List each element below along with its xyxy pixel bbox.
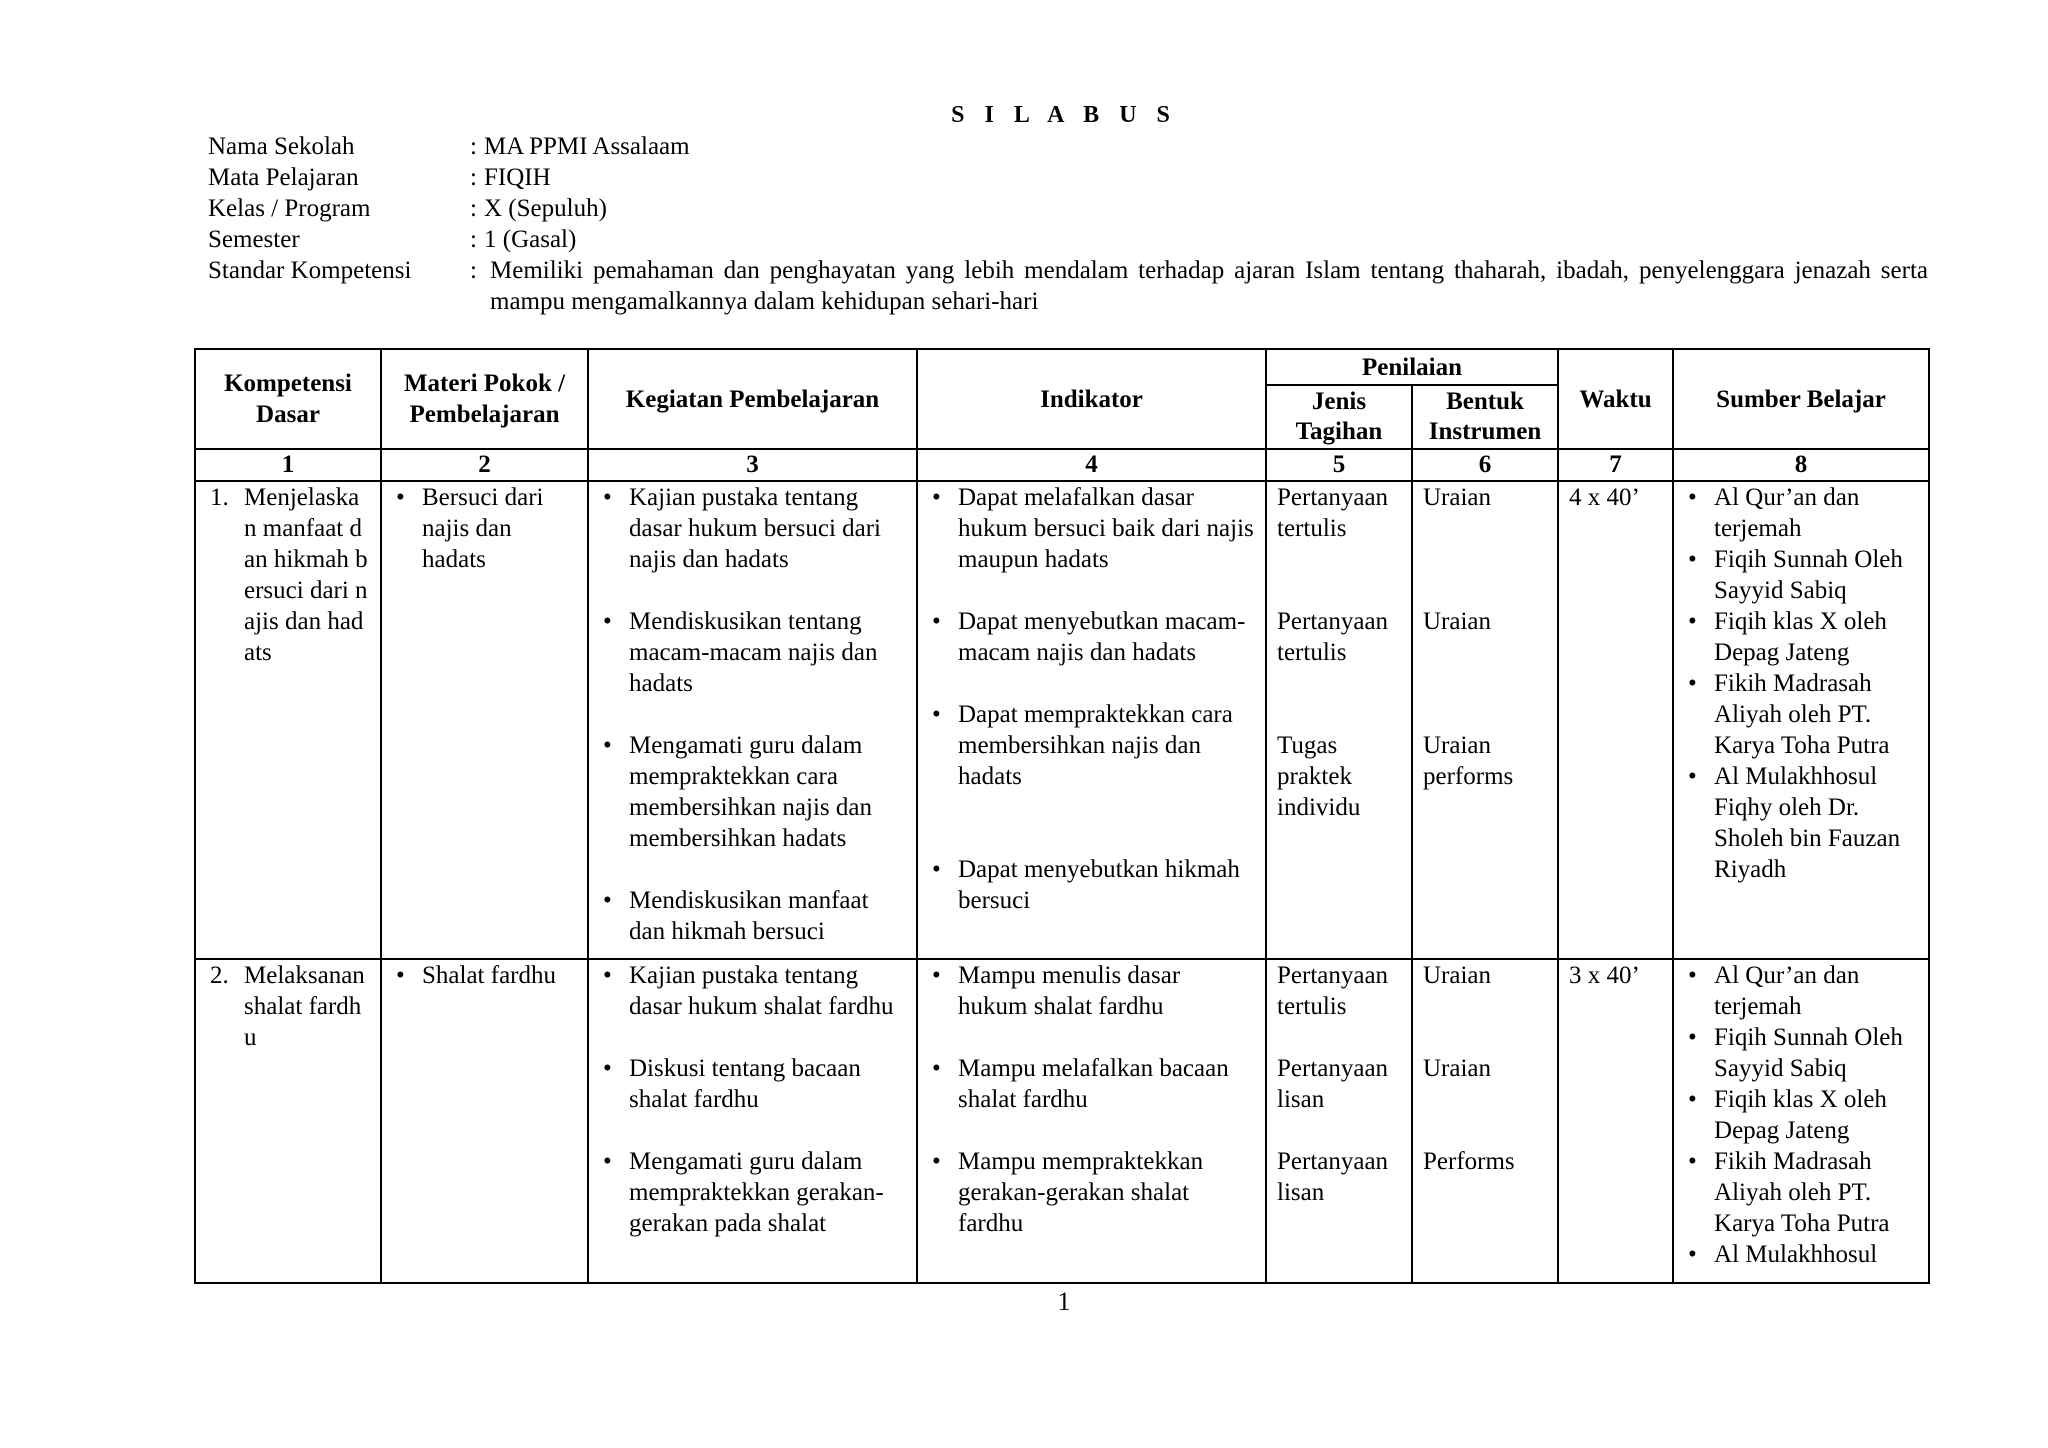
header-sumber-belajar: Sumber Belajar xyxy=(1673,349,1929,449)
info-value: X (Sepuluh) xyxy=(484,195,607,222)
kd-number: 1. xyxy=(210,484,229,511)
header-penilaian: Penilaian xyxy=(1266,349,1558,385)
list-item: • Mendiskusikan tentang macam-macam najis dan hadats xyxy=(599,606,906,699)
info-colon: : xyxy=(470,195,477,222)
info-label: Semester xyxy=(208,226,300,253)
column-number: 4 xyxy=(917,449,1266,481)
kd-cell xyxy=(195,959,381,1283)
kegiatan-cell xyxy=(588,959,917,1283)
list-item: • Dapat melafalkan dasar hukum bersuci baik dari najis maupun hadats xyxy=(928,482,1255,575)
info-value: Memiliki pemahaman dan penghayatan yang lebih mendalam terhadap ajaran Islam tentang thaharah, ibadah, penyelenggara jenazah serta mampu mengamalkannya dalam kehidupan sehari-hari xyxy=(490,257,1928,315)
bentuk-instrumen-cell xyxy=(1412,959,1558,1283)
jenis-tagihan-cell xyxy=(1266,959,1412,1283)
info-value: 1 (Gasal) xyxy=(484,226,577,253)
jenis-tagihan-item: Pertanyaan tertulis xyxy=(1277,484,1389,542)
info-colon: : xyxy=(470,226,477,253)
info-row-mata-pelajaran xyxy=(208,162,1928,193)
info-label: Mata Pelajaran xyxy=(208,164,359,191)
page-number: 1 xyxy=(1057,1287,1071,1316)
info-label: Standar Kompetensi xyxy=(208,257,412,284)
info-colon: : xyxy=(470,257,477,284)
bentuk-instrumen-item: Uraian xyxy=(1423,1055,1492,1082)
jenis-tagihan-item: Pertanyaan lisan xyxy=(1277,1148,1389,1206)
info-label: Nama Sekolah xyxy=(208,133,355,160)
list-item: • Al Mulakhhosul xyxy=(1684,1239,1918,1270)
bentuk-instrumen-item: Performs xyxy=(1423,1148,1515,1175)
bentuk-instrumen-item: Uraian performs xyxy=(1423,732,1514,790)
jenis-tagihan-item: Pertanyaan tertulis xyxy=(1277,962,1389,1020)
kegiatan-cell xyxy=(588,481,917,959)
list-item: • Mampu melafalkan bacaan shalat fardhu xyxy=(928,1053,1255,1115)
list-item: • Bersuci dari najis dan hadats xyxy=(392,482,577,575)
header-materi-pokok: Materi Pokok / Pembelajaran xyxy=(381,349,588,449)
info-block xyxy=(208,131,1928,317)
bentuk-instrumen-item: Uraian xyxy=(1423,608,1492,635)
sumber-belajar-cell xyxy=(1673,481,1929,959)
materi-cell xyxy=(381,481,588,959)
info-row-semester xyxy=(208,224,1928,255)
header-indikator: Indikator xyxy=(917,349,1266,449)
list-item: • Fiqih klas X oleh Depag Jateng xyxy=(1684,1084,1918,1146)
syllabus-table xyxy=(194,348,1930,1284)
header-bentuk-instrumen: Bentuk Instrumen xyxy=(1412,385,1558,449)
info-value: MA PPMI Assalaam xyxy=(484,133,690,160)
waktu-cell: 3 x 40’ xyxy=(1558,959,1673,1283)
header-jenis-tagihan: Jenis Tagihan xyxy=(1266,385,1412,449)
waktu-cell: 4 x 40’ xyxy=(1558,481,1673,959)
column-number: 5 xyxy=(1266,449,1412,481)
jenis-tagihan-item: Pertanyaan tertulis xyxy=(1277,608,1389,666)
list-item: • Al Qur’an dan terjemah xyxy=(1684,960,1918,1022)
column-number: 8 xyxy=(1673,449,1929,481)
list-item: • Fikih Madrasah Aliyah oleh PT. Karya Toha Putra xyxy=(1684,668,1918,761)
bentuk-instrumen-cell xyxy=(1412,481,1558,959)
info-colon: : xyxy=(470,164,477,191)
table-row xyxy=(195,959,1929,1283)
list-item: • Mampu menulis dasar hukum shalat fardhu xyxy=(928,960,1255,1022)
header-kompetensi-dasar: Kompetensi Dasar xyxy=(195,349,381,449)
column-number: 6 xyxy=(1412,449,1558,481)
list-item: • Dapat menyebutkan hikmah bersuci xyxy=(928,854,1255,916)
indikator-cell xyxy=(917,959,1266,1283)
info-row-kelas-program xyxy=(208,193,1928,224)
header-kegiatan-pembelajaran: Kegiatan Pembelajaran xyxy=(588,349,917,449)
jenis-tagihan-item: Tugas praktek individu xyxy=(1277,732,1361,821)
info-colon: : xyxy=(470,133,477,160)
table-row xyxy=(195,481,1929,959)
list-item: • Fiqih klas X oleh Depag Jateng xyxy=(1684,606,1918,668)
list-item: • Fiqih Sunnah Oleh Sayyid Sabiq xyxy=(1684,544,1918,606)
column-number: 3 xyxy=(588,449,917,481)
jenis-tagihan-cell xyxy=(1266,481,1412,959)
list-item: • Kajian pustaka tentang dasar hukum shalat fardhu xyxy=(599,960,906,1022)
kd-cell xyxy=(195,481,381,959)
info-row-nama-sekolah xyxy=(208,131,1928,162)
header-waktu: Waktu xyxy=(1558,349,1673,449)
list-item: • Shalat fardhu xyxy=(392,960,577,991)
list-item: • Mengamati guru dalam mempraktekkan gerakan-gerakan pada shalat xyxy=(599,1146,906,1239)
sumber-belajar-cell xyxy=(1673,959,1929,1283)
list-item: • Fikih Madrasah Aliyah oleh PT. Karya Toha Putra xyxy=(1684,1146,1918,1239)
bentuk-instrumen-item: Uraian xyxy=(1423,484,1492,511)
list-item: • Fiqih Sunnah Oleh Sayyid Sabiq xyxy=(1684,1022,1918,1084)
list-item: • Mampu mempraktekkan gerakan-gerakan shalat fardhu xyxy=(928,1146,1255,1239)
list-item: • Al Mulakhhosul Fiqhy oleh Dr. Sholeh bin Fauzan Riyadh xyxy=(1684,761,1918,885)
list-item: • Diskusi tentang bacaan shalat fardhu xyxy=(599,1053,906,1115)
indikator-cell xyxy=(917,481,1266,959)
list-item: • Mendiskusikan manfaat dan hikmah bersuci xyxy=(599,885,906,947)
document-title: S I L A B U S xyxy=(951,102,1177,128)
column-number: 2 xyxy=(381,449,588,481)
list-item: • Dapat mempraktekkan cara membersihkan najis dan hadats xyxy=(928,699,1255,792)
info-row-standar-kompetensi xyxy=(208,255,1928,317)
list-item: • Mengamati guru dalam mempraktekkan cara membersihkan najis dan membersihkan hadats xyxy=(599,730,906,854)
kd-number: 2. xyxy=(210,962,229,989)
info-value: FIQIH xyxy=(484,164,551,191)
bentuk-instrumen-item: Uraian xyxy=(1423,962,1492,989)
kd-text: Melaksanan shalat fardhu xyxy=(244,962,365,1051)
column-number: 1 xyxy=(195,449,381,481)
info-label: Kelas / Program xyxy=(208,195,371,222)
column-number: 7 xyxy=(1558,449,1673,481)
list-item: • Al Qur’an dan terjemah xyxy=(1684,482,1918,544)
materi-cell xyxy=(381,959,588,1283)
kd-text: Menjelaskan manfaat dan hikmah bersuci dari najis dan hadats xyxy=(244,484,368,666)
list-item: • Kajian pustaka tentang dasar hukum bersuci dari najis dan hadats xyxy=(599,482,906,575)
jenis-tagihan-item: Pertanyaan lisan xyxy=(1277,1055,1389,1113)
list-item: • Dapat menyebutkan macam-macam najis dan hadats xyxy=(928,606,1255,668)
